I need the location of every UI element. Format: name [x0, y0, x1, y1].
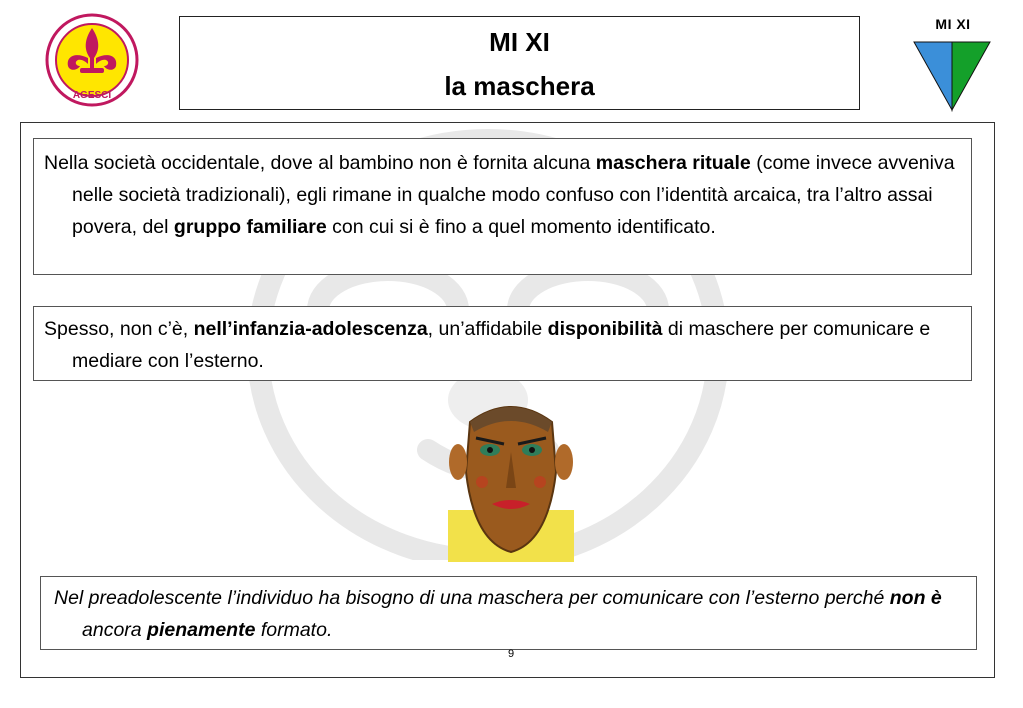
text-box-3 [40, 576, 977, 650]
paragraph-3: Nel preadolescente l’individuo ha bisogno di una maschera per comunicare con l’esterno perché non è ancora pienamente formato. [54, 587, 942, 641]
paragraph-1: Nella società occidentale, dove al bambino non è fornita alcuna maschera rituale (come invece avveniva nelle società tradizionali), egli rimane in qualche modo confuso con l’identità arcaica, tra l’altro assai povera, del gruppo familiare con cui si è fino a quel momento identificato. [44, 152, 955, 238]
slide-subtitle: la maschera [444, 71, 595, 101]
agesci-logo [44, 12, 140, 108]
slide-title: MI XI [489, 27, 550, 57]
corner-label: MI XI [935, 16, 971, 32]
svg-text:AGESCI: AGESCI [72, 90, 112, 101]
mask-photo [448, 392, 574, 562]
text-box-2 [33, 306, 972, 381]
page-number: 9 [507, 648, 515, 660]
flag-triangle-icon [912, 40, 992, 112]
paragraph-2: Spesso, non c’è, nell’infanzia-adolescenza, un’affidabile disponibilità di maschere per comunicare e mediare con l’esterno. [44, 318, 931, 372]
title-box [179, 16, 860, 110]
text-box-1 [33, 138, 972, 275]
